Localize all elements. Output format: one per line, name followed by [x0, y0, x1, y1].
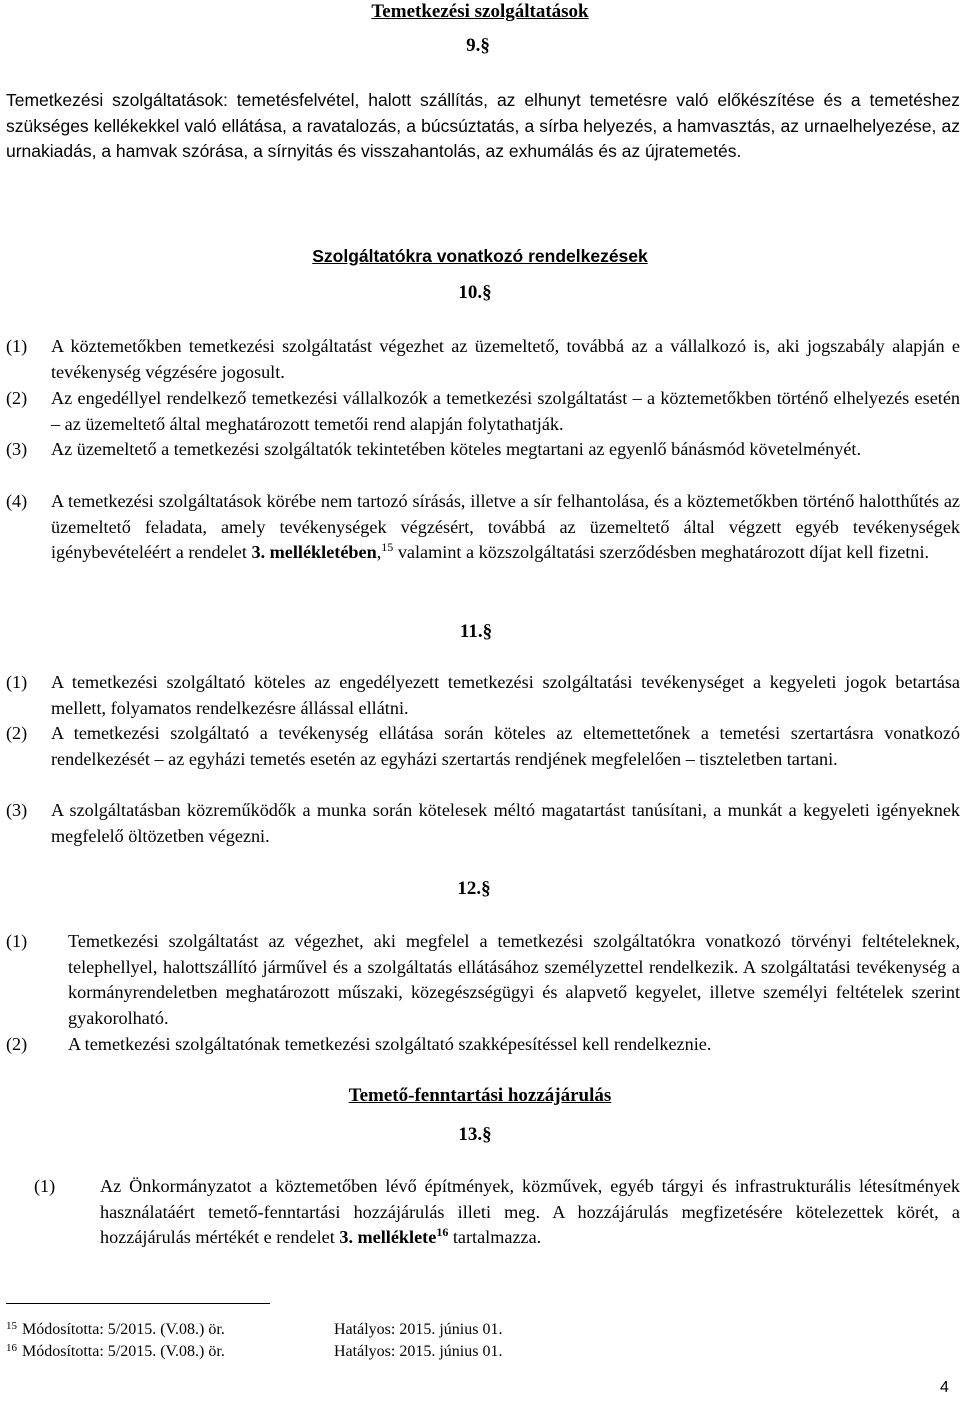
footnote-separator	[6, 1303, 270, 1304]
s10-p2-text: Az engedéllyel rendelkező temetkezési vállalkozók a temetkezési szolgáltatást – a köztemetőkben történő elhelyezés esetén – az üzemeltető által meghatározott temetői rend alapján folytathatják.	[51, 388, 960, 434]
s13-paragraph-1	[34, 1174, 960, 1251]
s10-p4-num: (4)	[6, 491, 28, 511]
page-number: 4	[940, 1379, 949, 1396]
s12-paragraph-1	[6, 929, 960, 1031]
footnote-ref-15: 15	[381, 540, 394, 555]
s10-paragraph-3	[6, 437, 960, 463]
footnote-16-text: Módosította: 5/2015. (V.08.) ör.	[22, 1343, 225, 1360]
s11-p1-text: A temetkezési szolgáltató köteles az engedélyezett temetkezési szolgáltatási tevékenységet a kegyeleti jogok betartása mellett, folyamatos rendelkezésre állással ellátni.	[51, 672, 960, 718]
footnote-15-text: Módosította: 5/2015. (V.08.) ör.	[22, 1321, 225, 1338]
s11-p3-num: (3)	[6, 800, 28, 820]
footnote-16-num: 16	[6, 1342, 17, 1354]
section-11-number: 11.§	[459, 621, 493, 642]
s10-p3-num: (3)	[6, 439, 28, 459]
page-title: Temetkezési szolgáltatások	[371, 1, 589, 22]
s10-p2-num: (2)	[6, 388, 28, 408]
footnote-16-date: Hatályos: 2015. június 01.	[334, 1343, 503, 1360]
section-9-text: Temetkezési szolgáltatások: temetésfelvétel, halott szállítás, az elhunyt temetésre való előkészítése és a temetéshez szükséges kellékekkel való ellátása, a ravatalozás, a búcsúztatás, a sírba helyezés, a hamvasztás, az urnaelhelyezése, az urnakiadás, a hamvak szórása, a sírnyitás és visszahantolás, az exhumálás és az újratemetés.	[6, 90, 960, 161]
annex-3-reference: 3. melléklete	[339, 1227, 437, 1248]
s13-p1-num: (1)	[34, 1176, 56, 1196]
section-13-number: 13.§	[458, 1124, 492, 1145]
footnote-16	[6, 1340, 606, 1364]
s10-paragraph-1	[6, 334, 960, 385]
s11-paragraph-2	[6, 721, 960, 772]
s11-p2-num: (2)	[6, 723, 28, 743]
footnote-15	[6, 1318, 606, 1342]
s10-p3-text: Az üzemeltető a temetkezési szolgáltatók tekintetében köteles megtartani az egyenlő bánásmód követelményét.	[51, 439, 862, 459]
footnote-15-num: 15	[6, 1320, 17, 1332]
s12-p1-num: (1)	[6, 931, 28, 951]
footnote-ref-16: 16	[436, 1225, 449, 1240]
section-9-number: 9.§	[466, 35, 490, 56]
section-10-number: 10.§	[458, 282, 492, 303]
s13-p1-text: Az Önkormányzatot a köztemetőben lévő építmények, közművek, egyéb tárgyi és infrastrukturális létesítmények használatáért temető-fenntartási hozzájárulás illeti meg. A hozzájárulás megfizetésére kötelezettek körét, a hozzájárulás mértékét e rendelet 3. melléklete$^{16}$ tartalmazza.	[100, 1176, 960, 1248]
footnote-15-date: Hatályos: 2015. június 01.	[334, 1321, 503, 1338]
s10-paragraph-2	[6, 386, 960, 437]
annex-3-reference: 3. mellékletében	[251, 542, 377, 563]
s10-p4-text: A temetkezési szolgáltatások körébe nem tartozó sírásás, illetve a sír felhantolása, és a köztemetőkben történő halotthűtés az üzemeltető feladata, amely tevékenységek végzésért, továbbá az üzemeltető által végzett egyéb tevékenységek igénybevételéért a rendelet 3. mellékletében,$^{15}$ valamint a közszolgáltatási szerződésben meghatározott díjat kell fizetni.	[51, 491, 960, 563]
s11-p2-text: A temetkezési szolgáltató a tevékenység ellátása során köteles az eltemettetőnek a temetési szertartásra vonatkozó rendelkezését – az egyházi temetés esetén az egyházi szertartás rendjének megfelelően – tiszteletben tartani.	[51, 723, 960, 769]
s11-p3-text: A szolgáltatásban közreműködők a munka során kötelesek méltó magatartást tanúsítani, a munkát a kegyeleti igényeknek megfelelő öltözetben végezni.	[51, 800, 960, 846]
s11-p1-num: (1)	[6, 672, 28, 692]
s12-p2-num: (2)	[6, 1034, 28, 1054]
s10-p1-num: (1)	[6, 336, 28, 356]
s12-paragraph-2	[6, 1032, 960, 1058]
s11-paragraph-1	[6, 670, 960, 721]
s11-paragraph-3	[6, 798, 960, 849]
section-13-heading: Temető-fenntartási hozzájárulás	[348, 1085, 612, 1106]
section-10-heading: Szolgáltatókra vonatkozó rendelkezések	[312, 246, 648, 266]
s10-paragraph-4	[6, 489, 960, 566]
section-12-number: 12.§	[457, 878, 491, 899]
s10-p1-text: A köztemetőkben temetkezési szolgáltatást végezhet az üzemeltető, továbbá az a vállalkozó is, aki jogszabály alapján e tevékenység végzésére jogosult.	[51, 336, 960, 382]
s12-p2-text: A temetkezési szolgáltatónak temetkezési szolgáltató szakképesítéssel kell rendelkeznie.	[68, 1034, 712, 1054]
s12-p1-text: Temetkezési szolgáltatást az végezhet, aki megfelel a temetkezési szolgáltatókra vonatkozó törvényi feltételeknek, telephellyel, halottszállító járművel és a szolgáltatás ellátásához személyzettel rendelkezik. A szolgáltatási tevékenység a kormányrendeletben meghatározott műszaki, közegészségügyi és alapvető kegyelet, illetve személyi feltételek szerint gyakorolható.	[68, 931, 960, 1028]
